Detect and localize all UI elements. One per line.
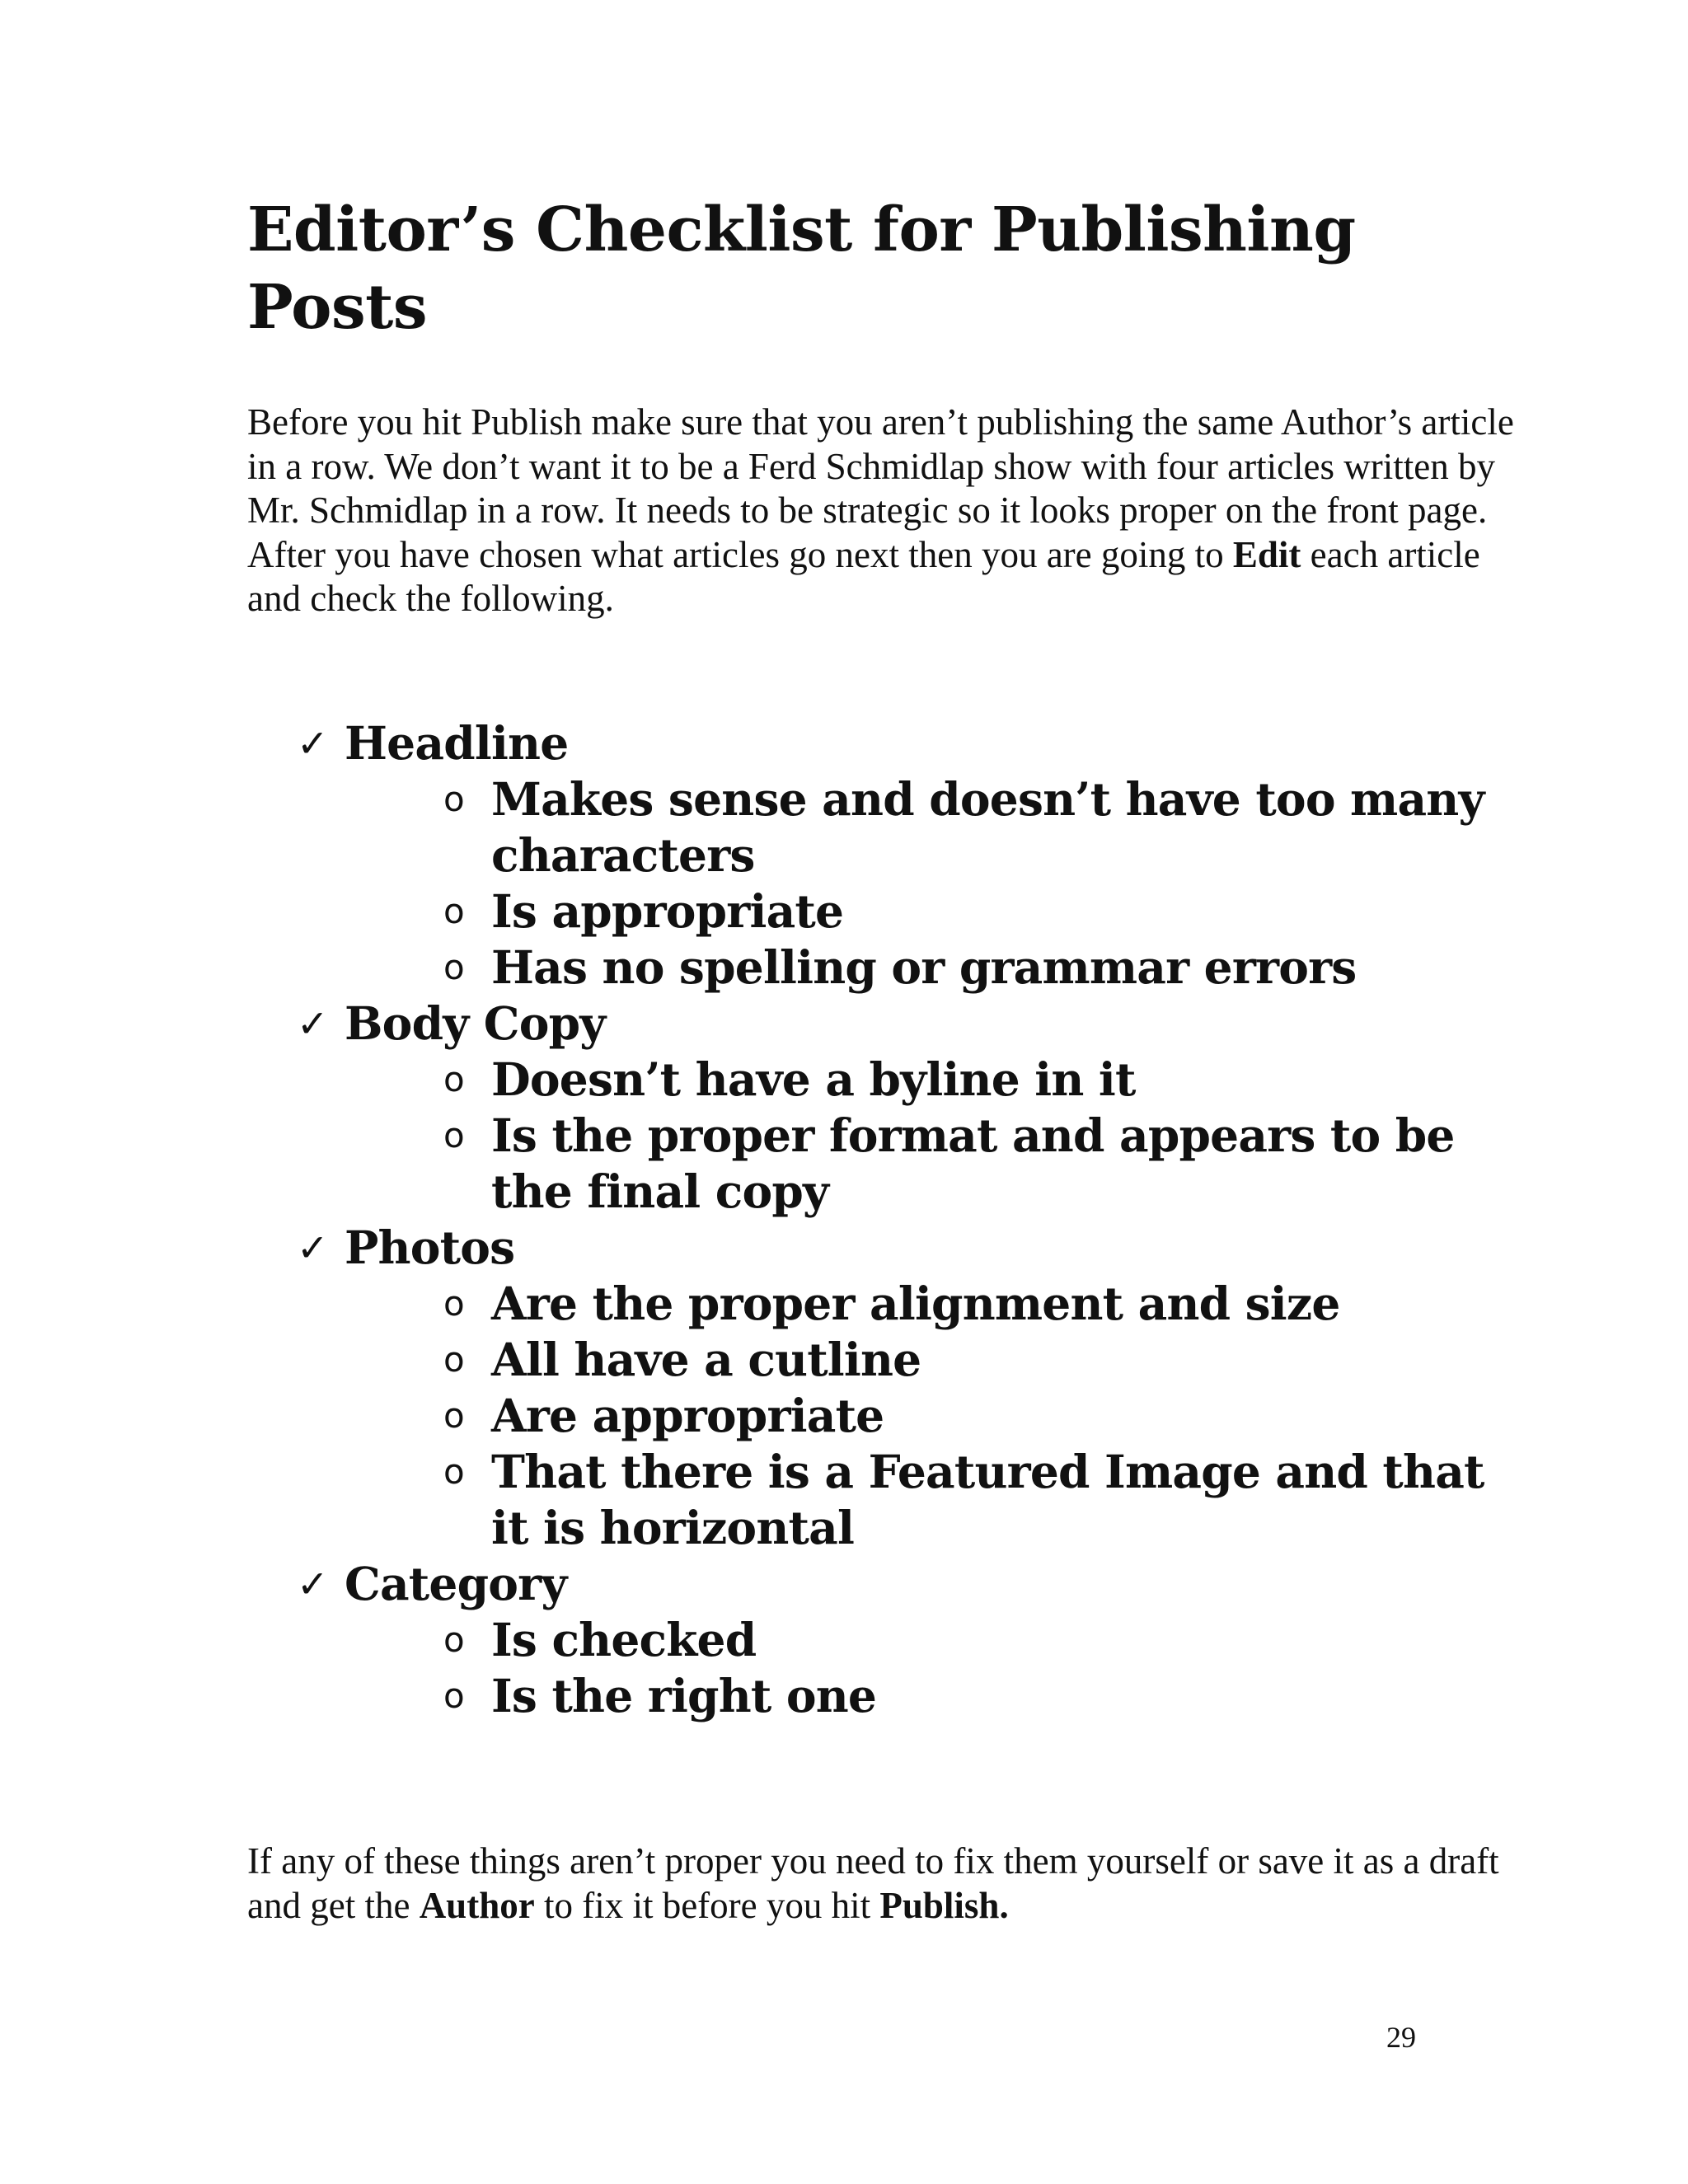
circle-bullet-icon: o	[443, 1339, 465, 1380]
circle-bullet-icon: o	[443, 1619, 465, 1660]
checkmark-icon: ✓	[297, 1226, 329, 1270]
page-number: 29	[1386, 2021, 1416, 2054]
sub-list-item-text: Are appropriate	[491, 1389, 884, 1442]
intro-text-1: Before you hit Publish make sure that you aren’t publishing the same Author’s article in a row. We don’t want it to be a Ferd Schmidlap show with four articles written by Mr. Schmidlap in a row. It needs to be strategic so it looks proper on the front page. After you have chosen what articles go next then you are going to	[247, 401, 1514, 575]
closing-text-1: If any of these things aren’t proper you need to fix them yourself or save it as a draft and get the	[247, 1840, 1499, 1926]
sub-list-item-text: Are the proper alignment and size	[491, 1277, 1340, 1330]
sub-list	[345, 1276, 1533, 1556]
sub-list-item-text: Is appropriate	[491, 884, 844, 938]
sub-list-item	[443, 1612, 1533, 1668]
checklist-item-photos	[297, 1220, 1533, 1556]
checklist-item-body-copy	[297, 996, 1533, 1220]
sub-list-item	[443, 1388, 1533, 1444]
sub-list-item-text: Is checked	[491, 1613, 757, 1666]
sub-list-item-text: All have a cutline	[491, 1333, 921, 1386]
circle-bullet-icon: o	[443, 779, 465, 819]
sub-list-item	[443, 1276, 1533, 1332]
circle-bullet-icon: o	[443, 1115, 465, 1155]
sub-list-item	[443, 1332, 1533, 1388]
sub-list	[345, 1052, 1533, 1220]
sub-list-item	[443, 1668, 1533, 1724]
sub-list-item	[443, 771, 1533, 883]
sub-list	[345, 771, 1533, 996]
intro-bold-edit: Edit	[1232, 533, 1301, 575]
closing-paragraph	[247, 1840, 1533, 1928]
checklist-label: Photos	[345, 1221, 515, 1274]
closing-text-2: to fix it before you hit	[534, 1884, 880, 1926]
checklist	[297, 715, 1533, 1724]
sub-list-item	[443, 883, 1533, 940]
sub-list-item-text: Is the right one	[491, 1669, 877, 1722]
sub-list-item	[443, 1052, 1533, 1108]
circle-bullet-icon: o	[443, 947, 465, 987]
intro-text-2: each article and check the following.	[247, 533, 1480, 619]
checkmark-icon: ✓	[297, 1001, 329, 1046]
circle-bullet-icon: o	[443, 1395, 465, 1436]
sub-list-item-text: That there is a Featured Image and that it is horizontal	[491, 1445, 1484, 1554]
intro-paragraph	[247, 401, 1533, 621]
checklist-label: Headline	[345, 716, 569, 770]
checklist-item-headline	[297, 715, 1533, 996]
checklist-item-category	[297, 1556, 1533, 1724]
circle-bullet-icon: o	[443, 1059, 465, 1099]
sub-list-item	[443, 1108, 1533, 1220]
checkmark-icon: ✓	[297, 1562, 329, 1606]
circle-bullet-icon: o	[443, 1451, 465, 1492]
sub-list-item-text: Is the proper format and appears to be the final copy	[491, 1108, 1455, 1218]
sub-list-item	[443, 1444, 1533, 1556]
sub-list	[345, 1612, 1533, 1724]
sub-list-item-text: Makes sense and doesn’t have too many characters	[491, 772, 1484, 882]
circle-bullet-icon: o	[443, 891, 465, 931]
sub-list-item-text: Has no spelling or grammar errors	[491, 940, 1357, 994]
closing-bold-author: Author	[419, 1884, 535, 1926]
checklist-label: Body Copy	[345, 996, 606, 1050]
sub-list-item-text: Doesn’t have a byline in it	[491, 1052, 1136, 1106]
circle-bullet-icon: o	[443, 1283, 465, 1324]
checklist-label: Category	[345, 1557, 567, 1610]
circle-bullet-icon: o	[443, 1675, 465, 1716]
sub-list-item	[443, 940, 1533, 996]
page-title: Editor’s Checklist for Publishing Posts	[247, 194, 1356, 343]
closing-bold-publish: Publish.	[879, 1884, 1009, 1926]
checkmark-icon: ✓	[297, 721, 329, 766]
